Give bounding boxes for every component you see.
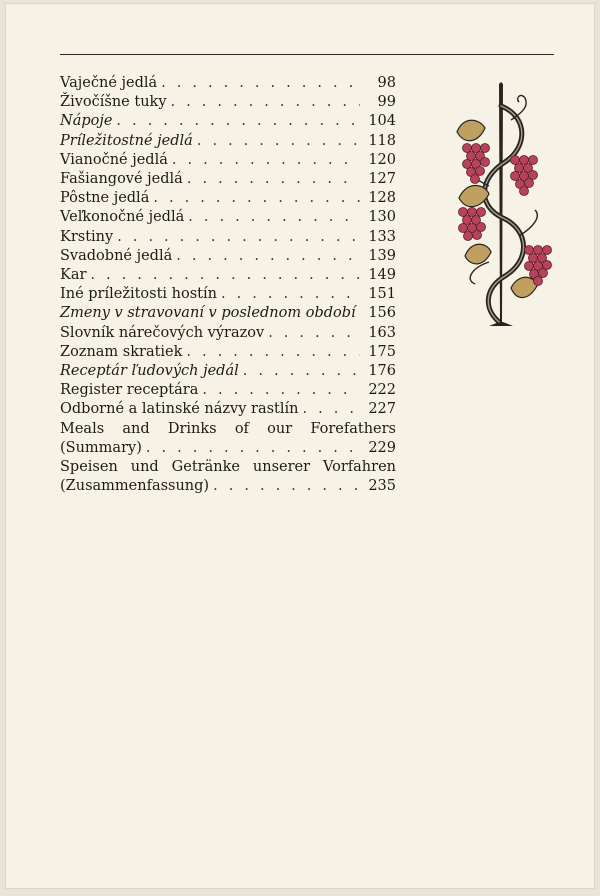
toc-entry-page: 151 [368, 286, 396, 303]
toc-entry-page: 127 [368, 171, 396, 188]
toc-entry [60, 208, 396, 227]
toc-entry [60, 304, 396, 323]
toc-entry-title: Pôstne jedlá [60, 190, 150, 207]
toc-entry-title: (Zusammenfassung) [60, 478, 210, 495]
toc-entry-title: Svadobné jedlá [60, 247, 173, 264]
toc-entry-title: Register receptára [60, 382, 199, 399]
toc-entry [60, 400, 396, 419]
toc-entry-page: 133 [368, 228, 396, 245]
toc-leader-dots [172, 151, 360, 170]
toc-entry-page: 222 [368, 382, 396, 399]
toc-entry [60, 132, 396, 151]
toc-entry-page: 99 [377, 94, 396, 111]
toc-leader-dots [243, 362, 360, 381]
toc-entry-title: Receptár ľudových jedál [60, 363, 239, 380]
toc-entry-title: Vaječné jedlá [60, 75, 158, 91]
toc-leader-dots [188, 208, 360, 227]
toc-entry-title: Zmeny v stravovaní v poslednom období [60, 305, 356, 322]
toc-entry [60, 324, 396, 343]
toc-entry-title: Meals and Drinks of our Forefathers [60, 420, 396, 437]
toc-entry-title: Nápoje [60, 113, 113, 130]
toc-entry-title: Krstiny [60, 228, 114, 245]
toc-leader-dots [221, 285, 360, 304]
toc-entry-title: Kar [60, 267, 87, 284]
toc-entry [60, 170, 396, 189]
toc-entry-title: Živočíšne tuky [60, 94, 167, 111]
toc-entry [60, 266, 396, 285]
toc-entry-page: 98 [377, 75, 396, 91]
toc-entry-page: 176 [368, 363, 396, 380]
toc-leader-dots [161, 74, 360, 93]
toc-entry-page: 139 [368, 247, 396, 264]
toc-entry-page: 175 [368, 343, 396, 360]
toc-entry [60, 112, 396, 131]
toc-entry-page: 156 [368, 305, 396, 322]
toc-entry-page: 149 [368, 267, 396, 284]
toc-entry-page: 163 [368, 324, 396, 341]
toc-entry [60, 228, 396, 247]
toc-entry-title: Veľkonočné jedlá [60, 209, 185, 226]
toc-entry-page: 235 [368, 478, 396, 495]
toc-leader-dots [186, 343, 360, 362]
top-rule [60, 54, 554, 55]
toc-leader-dots [187, 170, 360, 189]
book-page [6, 4, 594, 888]
toc-entry [60, 189, 396, 208]
toc-entry-summary-de [60, 477, 396, 496]
toc-entry-title: Slovník nárečových výrazov [60, 324, 265, 341]
toc-entry-page: 128 [368, 190, 396, 207]
toc-leader-dots [213, 477, 360, 496]
toc-entry [60, 93, 396, 112]
toc-entry-title: Vianočné jedlá [60, 151, 168, 168]
toc-entry-title: (Summary) [60, 439, 142, 456]
toc-leader-dots [116, 112, 360, 131]
toc-entry [60, 343, 396, 362]
toc-entry-summary-en [60, 439, 396, 458]
toc-leader-dots [302, 400, 360, 419]
toc-leader-dots [153, 189, 360, 208]
toc-leader-dots [197, 132, 360, 151]
toc-leader-dots [202, 381, 360, 400]
toc-entry-page: 118 [368, 132, 396, 149]
toc-entry-title: Príležitostné jedlá [60, 132, 193, 149]
toc-leader-dots [176, 247, 360, 266]
toc-entry-title: Zoznam skratiek [60, 343, 183, 360]
toc-leader-dots [90, 266, 360, 285]
toc-entry [60, 362, 396, 381]
toc-entry-title: Iné príležitosti hostín [60, 286, 217, 303]
toc-entry-summary-de-line1 [60, 458, 396, 477]
table-of-contents [60, 74, 396, 496]
toc-entry-title: Fašiangové jedlá [60, 171, 183, 188]
toc-entry [60, 247, 396, 266]
toc-entry-title: Odborné a latinské názvy rastlín [60, 401, 299, 418]
toc-entry [60, 151, 396, 170]
toc-entry-page: 227 [368, 401, 396, 418]
toc-entry [60, 285, 396, 304]
toc-entry-page: 120 [368, 151, 396, 168]
toc-leader-dots [117, 228, 360, 247]
toc-entry-title: Speisen und Getränke unserer Vorfahren [60, 459, 396, 476]
toc-entry [60, 381, 396, 400]
toc-entry-summary-en-line1 [60, 420, 396, 439]
toc-leader-dots [146, 439, 360, 458]
toc-leader-dots [268, 324, 360, 343]
grapevine-staff-icon [449, 76, 559, 328]
toc-entry-page: 130 [368, 209, 396, 226]
toc-leader-dots [171, 93, 360, 112]
toc-entry-page: 229 [368, 439, 396, 456]
toc-entry [60, 74, 396, 93]
toc-entry-page: 104 [368, 113, 396, 130]
